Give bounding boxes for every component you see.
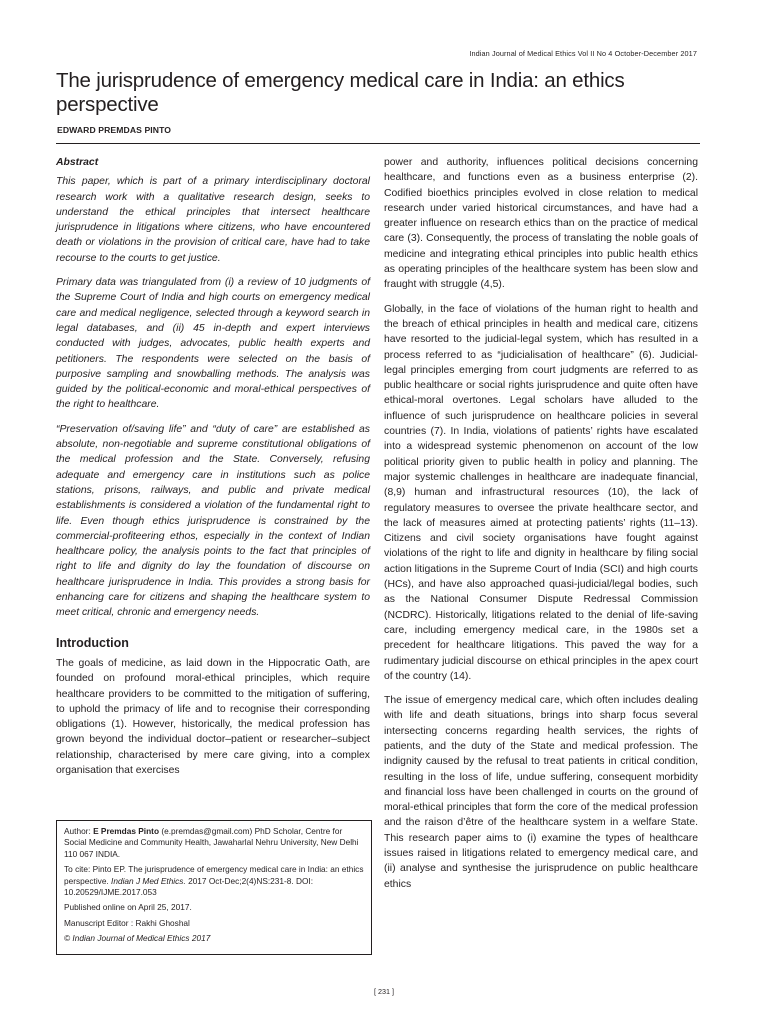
manuscript-editor: Manuscript Editor : Rakhi Ghoshal bbox=[64, 917, 190, 928]
citation-journal: Indian J Med Ethics. bbox=[111, 875, 186, 886]
author-label: Author: bbox=[64, 826, 91, 836]
author-byline: EDWARD PREMDAS PINTO bbox=[57, 125, 172, 135]
abstract-paragraph: “Preservation of/saving life” and “duty of care” are established as absolute, non-negotiable and supreme constitutional obligations of the medical profession and the State. Conversely, refusing adequate and emergency care in institutions such as police stations, prisons, railways, and public and private medical establishments is considered a violation of the fundamental right to life. Even though ethics jurisprudence is constrained by the commercial-profiteering ethos, especially in the context of Indian healthcare policy, the analysis points to the fact that principles of right to life and dignity do lay the foundation of discourse on healthcare jurisprudence in India. This provides a strong basis for enhancing care for citizens and shaping the healthcare system to meet critical, chronic and emergency needs. bbox=[56, 423, 370, 619]
abstract-section bbox=[56, 155, 370, 621]
abstract-paragraph: This paper, which is part of a primary interdisciplinary doctoral research work with a qualitative research design, seeks to understand the ethical principles that intersect healthcare jurisprudence in litigations where citizens, who have encountered death or violations in the provision of critical care, have had to take recourse to the courts to get justice. bbox=[56, 176, 370, 264]
citation bbox=[64, 864, 364, 898]
body-paragraph: power and authority, influences political decisions concerning healthcare, and functions even as a business enterprise (2). Codified bioethics principles evolved in close relation to medical research under varied historical circumstances, and have had a greater influence on research ethics than on the practice of medical care (3). Consequently, the process of translating the noble goals of medicine and integrating ethical principles into public health ethics as operating principles of the healthcare system has been slow and fraught with struggle (4,5). bbox=[384, 157, 698, 291]
page-number: [ 231 ] bbox=[374, 987, 394, 996]
citation-prefix: To cite: Pinto EP. The jurisprudence of emergency medical care in India: an ethics perspective. bbox=[64, 864, 364, 886]
author-info-box bbox=[56, 820, 372, 955]
published-date: Published online on April 25, 2017. bbox=[64, 902, 192, 913]
body-paragraph: Globally, in the face of violations of the human right to health and the breach of ethical principles in health and medical care, citizens have resorted to the judicial-legal system, which has resulted in a process referred to as “judicialisation of healthcare” (6). Judicial-legal principles emerging from court judgments are referred to as public healthcare or social rights jurisprudence and quite often have ethical-moral overtones. Legal scholars have alluded to the influence of such jurisprudence on healthcare policies in several countries (7). In India, violations of patients’ rights have escalated into a widespread systemic phenomenon on account of the low political priority given to public health in policy and planning. The major systemic challenges in healthcare are inadequate financial, (8,9) human and infrastructural resources (10), the lack of regulatory measures to oversee the private healthcare sector, and the lack of measures aimed at protecting patients’ rights (11–13). Citizens and civil society organisations have fought against violations of the right to life and dignity in healthcare by filing social action litigations in the Supreme Court of India (SCI) and high courts (HCs), and have also approached quasi-judicial/legal bodies, such as the National Consumer Dispute Redressal Commission (NCDRC). Historically, litigations related to the denial of life-saving care, including emergency medical care, in the 1980s set a precedent for healthcare litigations. This paved the way for a rudimentary judicial discourse on ethical principles in the apex court of the country (14). bbox=[384, 303, 698, 682]
article-title: The jurisprudence of emergency medical care in India: an ethics perspective bbox=[56, 69, 625, 116]
abstract-heading: Abstract bbox=[56, 157, 99, 168]
body-paragraph: The issue of emergency medical care, which often includes dealing with life and death situations, brings into sharp focus several intersecting concerns regarding health services, the rights of patients, and the duty of the State and medical profession. The indignity caused by the refusal to treat patients in critical condition, resulting in the loss of life, undue suffering, consequent morbidity and financial loss have been challenged in courts on the ground of moral-ethical principles that form the core of the medical profession and the raison d’être of the healthcare system in a welfare State. This research paper aims to (i) examine the types of healthcare issues raised in litigations related to emergency medical care, and (ii) analyse and synthesise the jurisprudence on public healthcare ethics bbox=[384, 695, 698, 890]
header-divider bbox=[56, 143, 700, 144]
citation-suffix: 2017 Oct-Dec;2(4)NS:231-8. DOI: 10.20529/IJME.2017.053 bbox=[64, 875, 314, 898]
introduction-heading: Introduction bbox=[56, 635, 129, 650]
left-column bbox=[56, 155, 370, 787]
author-details: (e.premdas@gmail.com) PhD Scholar, Centre for Social Medicine and Community Health, Jawaharlal Nehru University, New Delhi 110 067 INDIA. bbox=[64, 826, 359, 859]
author-name: E Premdas Pinto bbox=[93, 826, 160, 836]
introduction-paragraph: The goals of medicine, as laid down in the Hippocratic Oath, are founded on profound moral-ethical principles, which require healthcare providers to be committed to the mitigation of suffering, to uphold the primacy of life and to recognise their corresponding obligations (1). However, historically, the medical profession has grown beyond the individual doctor–patient or researcher–subject relationship, characterised by mere care giving, into a complex organisation that exercises bbox=[56, 657, 370, 776]
copyright: © Indian Journal of Medical Ethics 2017 bbox=[64, 933, 211, 944]
right-column bbox=[384, 155, 698, 901]
abstract-paragraph: Primary data was triangulated from (i) a review of 10 judgments of the Supreme Court of India and high courts on emergency medical care and medical negligence, selected through a keyword search in legal databases, and (ii) 45 in-depth and expert interviews conducted with judges, advocates, public health experts and petitioners. The respondents were selected on the basis of purposive sampling and snowballing methods. The analysis was guided by the political-economic and moral-ethical perspectives of the right to healthcare. bbox=[56, 277, 370, 411]
author-info bbox=[64, 826, 364, 860]
journal-header: Indian Journal of Medical Ethics Vol II No 4 October-December 2017 bbox=[469, 49, 697, 58]
